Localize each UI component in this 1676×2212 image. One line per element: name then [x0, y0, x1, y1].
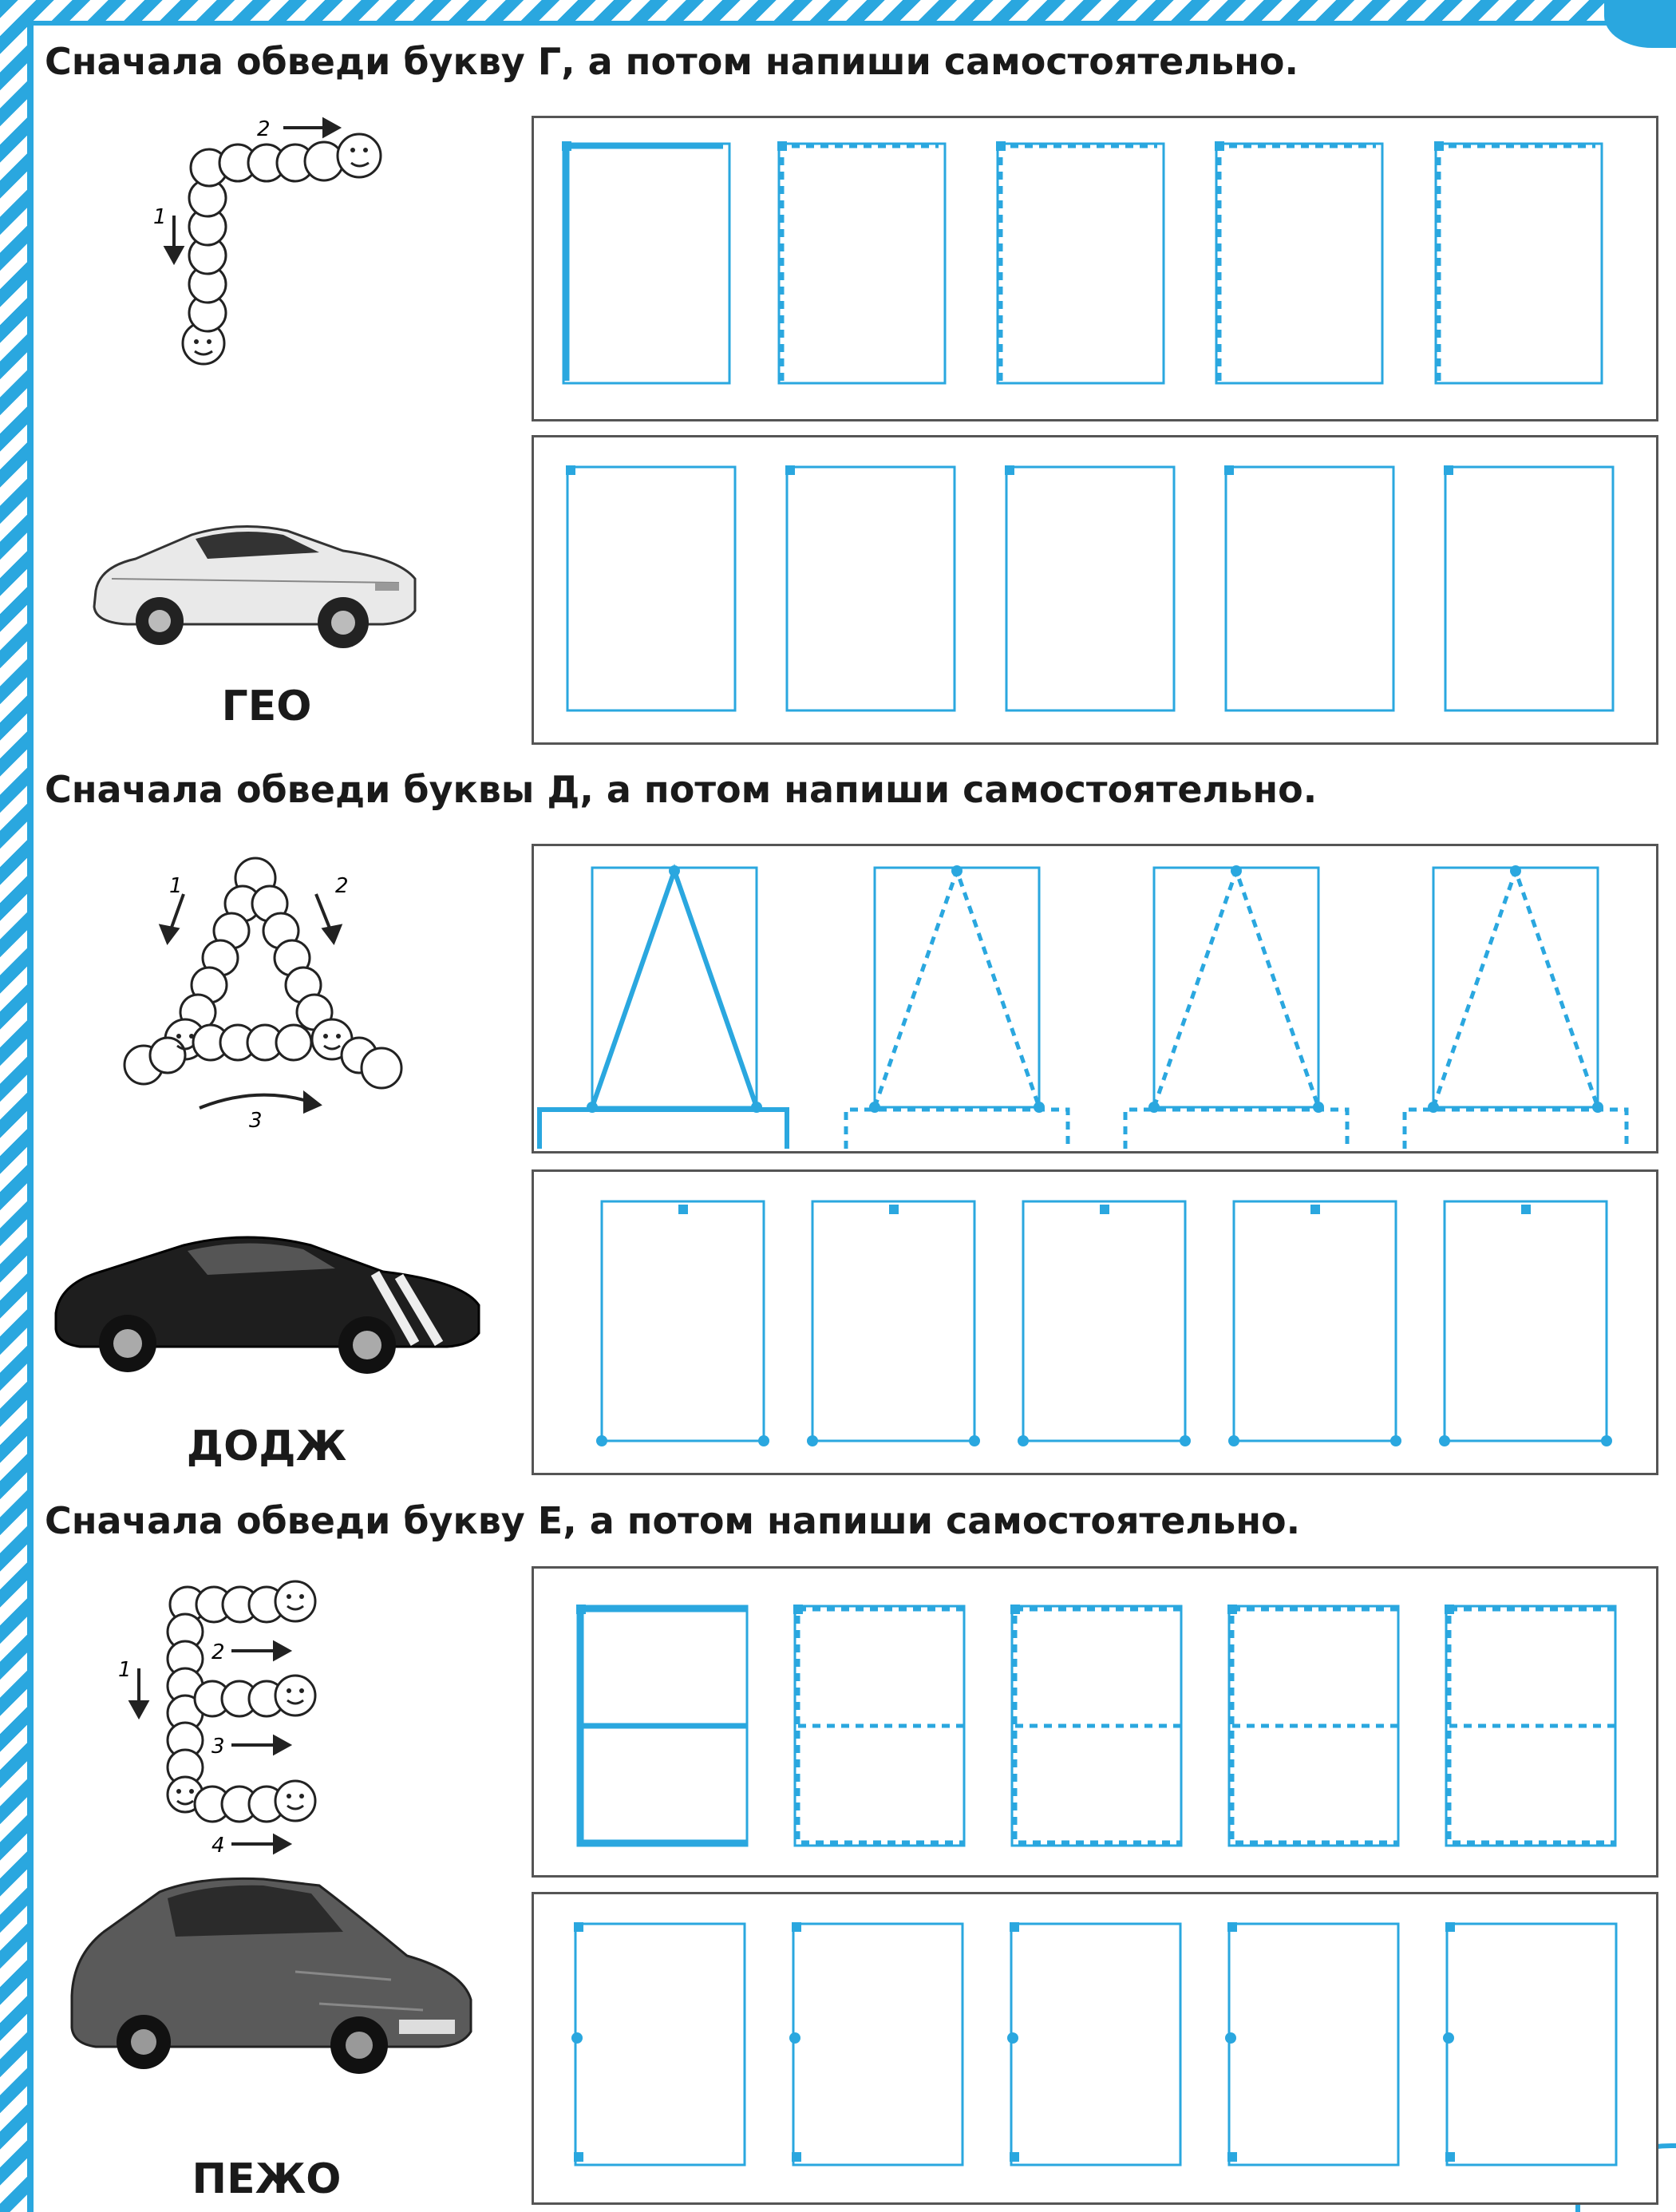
tracing-letters-g[interactable] [532, 116, 1658, 421]
car-image-dodge [48, 1209, 487, 1377]
stroke-number: 2 [211, 1640, 225, 1664]
caterpillar-letter-g [144, 104, 415, 391]
tracing-letters-e[interactable] [532, 1566, 1658, 1878]
tracing-letters-d[interactable] [532, 844, 1658, 1153]
instruction-heading-e: Сначала обведи букву Е, а потом напиши самостоятельно. [45, 1499, 1301, 1542]
stroke-number: 3 [211, 1735, 225, 1759]
stroke-number: 1 [118, 1658, 132, 1682]
decorative-border-top [0, 0, 1676, 21]
caterpillar-letter-d [96, 846, 431, 1134]
stroke-number: 1 [169, 874, 183, 898]
car-name-dodge: ДОДЖ [186, 1423, 347, 1470]
car-image-geo [80, 503, 431, 655]
stroke-number: 4 [211, 1834, 225, 1858]
stroke-number: 1 [153, 205, 167, 229]
stroke-number: 2 [335, 874, 349, 898]
stroke-number: 3 [249, 1109, 263, 1133]
car-image-peugeot [56, 1860, 487, 2075]
car-name-peugeot: ПЕЖО [192, 2155, 342, 2203]
writing-cells-g[interactable] [532, 435, 1658, 745]
writing-cells-e[interactable] [532, 1892, 1658, 2205]
border-top-line [27, 21, 1676, 26]
decorative-border-left [0, 0, 27, 2212]
caterpillar-letter-e [112, 1573, 375, 1860]
car-name-geo: ГЕО [221, 683, 312, 730]
instruction-heading-d: Сначала обведи буквы Д, а потом напиши самостоятельно. [45, 768, 1318, 811]
stroke-number: 2 [257, 117, 271, 141]
border-left-line [27, 21, 34, 2212]
page-corner-curl [1604, 0, 1676, 48]
writing-cells-d[interactable] [532, 1169, 1658, 1475]
instruction-heading-g: Сначала обведи букву Г, а потом напиши самостоятельно. [45, 40, 1299, 83]
